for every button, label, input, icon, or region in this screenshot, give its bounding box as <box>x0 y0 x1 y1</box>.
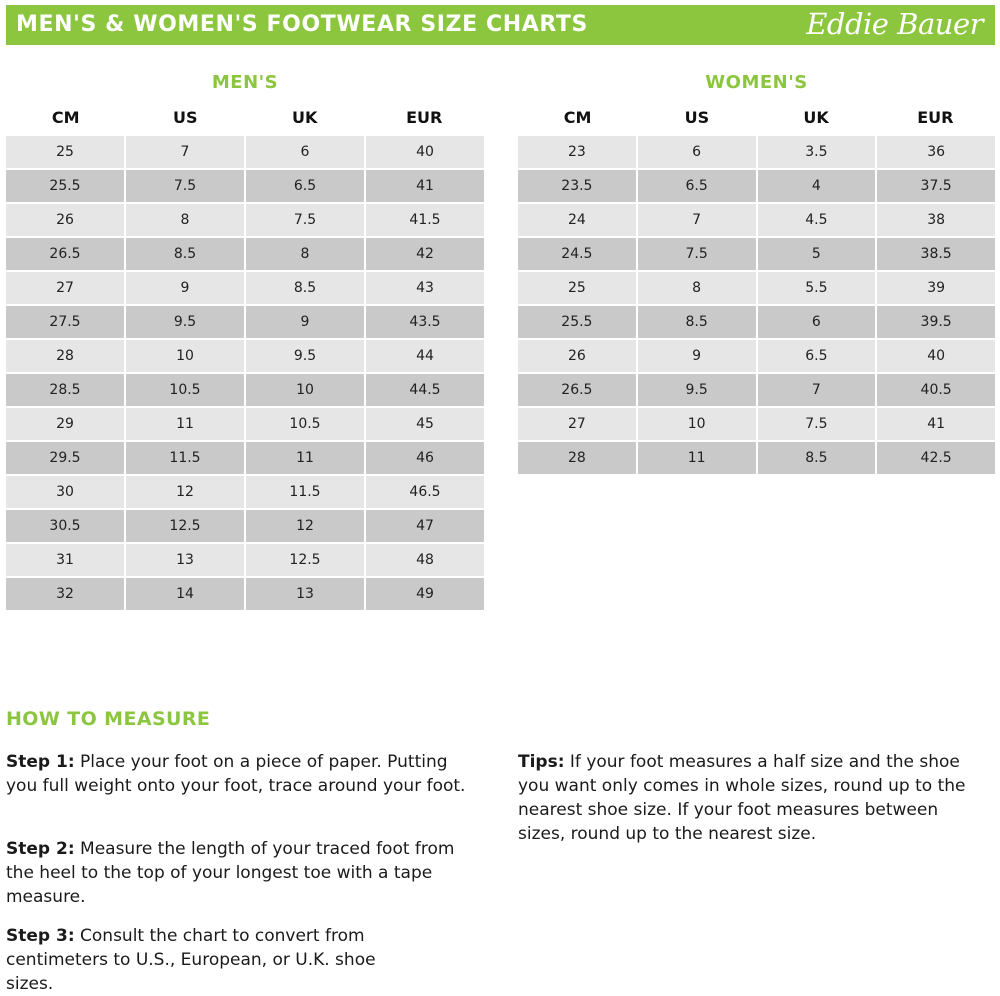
table-cell: 10 <box>246 374 364 406</box>
mens-rows <box>6 136 484 612</box>
table-cell: 6.5 <box>246 170 364 202</box>
table-cell: 46.5 <box>366 476 484 508</box>
step-2-text: Measure the length of your traced foot from the heel to the top of your longest toe with a tape measure. <box>6 839 455 907</box>
column-header: US <box>172 108 198 127</box>
table-cell: 7 <box>126 136 244 168</box>
table-row <box>518 170 995 204</box>
table-cell: 9 <box>126 272 244 304</box>
table-cell: 26.5 <box>6 238 124 270</box>
table-cell: 27.5 <box>6 306 124 338</box>
table-row <box>518 340 995 374</box>
table-row <box>6 238 484 272</box>
table-row <box>6 306 484 340</box>
table-cell: 24 <box>518 204 636 236</box>
table-cell: 23.5 <box>518 170 636 202</box>
womens-header-row <box>518 100 995 136</box>
table-cell: 27 <box>6 272 124 304</box>
table-row <box>518 442 995 476</box>
table-row <box>6 476 484 510</box>
table-cell: 44.5 <box>366 374 484 406</box>
table-cell: 10 <box>126 340 244 372</box>
table-cell: 10.5 <box>246 408 364 440</box>
table-cell: 26 <box>518 340 636 372</box>
table-cell: 47 <box>366 510 484 542</box>
table-cell: 42 <box>366 238 484 270</box>
table-row <box>518 238 995 272</box>
column-header: CM <box>51 108 80 127</box>
table-cell: 8 <box>638 272 756 304</box>
table-cell: 9.5 <box>246 340 364 372</box>
tips <box>518 750 988 846</box>
table-cell: 7.5 <box>638 238 756 270</box>
table-cell: 12.5 <box>126 510 244 542</box>
table-cell: 36 <box>877 136 995 168</box>
table-cell: 37.5 <box>877 170 995 202</box>
table-cell: 23 <box>518 136 636 168</box>
table-row <box>518 272 995 306</box>
brand-logo: Eddie Bauer <box>806 7 983 41</box>
step-1-text: Place your foot on a piece of paper. Putting you full weight onto your foot, trace around your foot. <box>6 752 466 796</box>
table-cell: 27 <box>518 408 636 440</box>
table-cell: 9 <box>246 306 364 338</box>
table-cell: 10.5 <box>126 374 244 406</box>
table-cell: 43 <box>366 272 484 304</box>
column-header: UK <box>803 108 829 127</box>
tips-label: Tips: <box>518 752 565 772</box>
page-title: MEN'S & WOMEN'S FOOTWEAR SIZE CHARTS <box>16 12 588 37</box>
table-row <box>6 272 484 306</box>
table-cell: 28 <box>6 340 124 372</box>
table-cell: 24.5 <box>518 238 636 270</box>
table-row <box>518 204 995 238</box>
table-cell: 6 <box>758 306 876 338</box>
column-header: UK <box>292 108 318 127</box>
table-cell: 11 <box>246 442 364 474</box>
table-cell: 26 <box>6 204 124 236</box>
table-row <box>518 374 995 408</box>
table-cell: 13 <box>246 578 364 610</box>
table-row <box>6 340 484 374</box>
table-cell: 11 <box>638 442 756 474</box>
table-cell: 28.5 <box>6 374 124 406</box>
table-cell: 39.5 <box>877 306 995 338</box>
table-cell: 8.5 <box>758 442 876 474</box>
table-cell: 5.5 <box>758 272 876 304</box>
table-cell: 6 <box>638 136 756 168</box>
column-header: EUR <box>406 108 443 127</box>
table-cell: 12 <box>126 476 244 508</box>
table-cell: 41 <box>877 408 995 440</box>
table-cell: 9.5 <box>126 306 244 338</box>
table-row <box>6 170 484 204</box>
table-cell: 25.5 <box>518 306 636 338</box>
table-cell: 12 <box>246 510 364 542</box>
table-cell: 3.5 <box>758 136 876 168</box>
table-cell: 7.5 <box>246 204 364 236</box>
column-header: US <box>684 108 710 127</box>
table-cell: 14 <box>126 578 244 610</box>
table-cell: 6 <box>246 136 364 168</box>
table-cell: 39 <box>877 272 995 304</box>
table-cell: 41.5 <box>366 204 484 236</box>
step-3-text: Consult the chart to convert from centimeters to U.S., European, or U.K. shoe sizes. <box>6 926 376 994</box>
table-row <box>6 374 484 408</box>
table-row <box>6 578 484 612</box>
table-cell: 45 <box>366 408 484 440</box>
table-cell: 38 <box>877 204 995 236</box>
step-2-label: Step 2: <box>6 839 75 859</box>
table-cell: 25.5 <box>6 170 124 202</box>
womens-rows <box>518 136 995 476</box>
table-cell: 30 <box>6 476 124 508</box>
banner <box>6 5 995 45</box>
mens-chart-title: MEN'S <box>211 72 279 93</box>
table-row <box>6 442 484 476</box>
table-cell: 8 <box>246 238 364 270</box>
table-cell: 11.5 <box>126 442 244 474</box>
table-cell: 7 <box>638 204 756 236</box>
section-heading: HOW TO MEASURE <box>6 708 211 730</box>
table-cell: 6.5 <box>638 170 756 202</box>
table-cell: 11 <box>126 408 244 440</box>
table-row <box>518 136 995 170</box>
womens-size-chart <box>518 66 995 476</box>
table-cell: 44 <box>366 340 484 372</box>
table-cell: 5 <box>758 238 876 270</box>
table-cell: 7.5 <box>758 408 876 440</box>
table-cell: 10 <box>638 408 756 440</box>
table-row <box>6 544 484 578</box>
table-cell: 42.5 <box>877 442 995 474</box>
table-cell: 7.5 <box>126 170 244 202</box>
mens-size-chart <box>6 66 484 612</box>
table-cell: 8.5 <box>126 238 244 270</box>
table-row <box>6 136 484 170</box>
table-cell: 7 <box>758 374 876 406</box>
table-cell: 12.5 <box>246 544 364 576</box>
table-row <box>6 204 484 238</box>
table-row <box>518 306 995 340</box>
table-cell: 13 <box>126 544 244 576</box>
table-cell: 31 <box>6 544 124 576</box>
table-cell: 25 <box>6 136 124 168</box>
tips-text: If your foot measures a half size and the shoe you want only comes in whole sizes, round up to the nearest shoe size. If your foot measures between sizes, round up to the nearest size. <box>518 752 966 844</box>
table-cell: 40 <box>366 136 484 168</box>
table-cell: 25 <box>518 272 636 304</box>
table-cell: 26.5 <box>518 374 636 406</box>
table-cell: 49 <box>366 578 484 610</box>
table-cell: 48 <box>366 544 484 576</box>
step-1-label: Step 1: <box>6 752 75 772</box>
table-cell: 4.5 <box>758 204 876 236</box>
table-cell: 6.5 <box>758 340 876 372</box>
step-2 <box>6 837 466 909</box>
table-cell: 8.5 <box>246 272 364 304</box>
step-1 <box>6 750 466 798</box>
table-row <box>518 408 995 442</box>
table-cell: 29.5 <box>6 442 124 474</box>
table-cell: 4 <box>758 170 876 202</box>
mens-header-row <box>6 100 484 136</box>
table-cell: 11.5 <box>246 476 364 508</box>
table-cell: 9.5 <box>638 374 756 406</box>
table-cell: 40.5 <box>877 374 995 406</box>
table-cell: 8.5 <box>638 306 756 338</box>
table-cell: 32 <box>6 578 124 610</box>
table-cell: 30.5 <box>6 510 124 542</box>
step-3-label: Step 3: <box>6 926 75 946</box>
womens-chart-title: WOMEN'S <box>705 72 808 93</box>
table-cell: 41 <box>366 170 484 202</box>
table-cell: 38.5 <box>877 238 995 270</box>
column-header: CM <box>563 108 592 127</box>
table-cell: 46 <box>366 442 484 474</box>
table-cell: 28 <box>518 442 636 474</box>
table-row <box>6 510 484 544</box>
table-cell: 8 <box>126 204 244 236</box>
column-header: EUR <box>917 108 954 127</box>
step-3 <box>6 924 406 996</box>
table-cell: 40 <box>877 340 995 372</box>
table-row <box>6 408 484 442</box>
how-to-measure-heading <box>6 708 210 730</box>
table-cell: 43.5 <box>366 306 484 338</box>
table-cell: 29 <box>6 408 124 440</box>
table-cell: 9 <box>638 340 756 372</box>
